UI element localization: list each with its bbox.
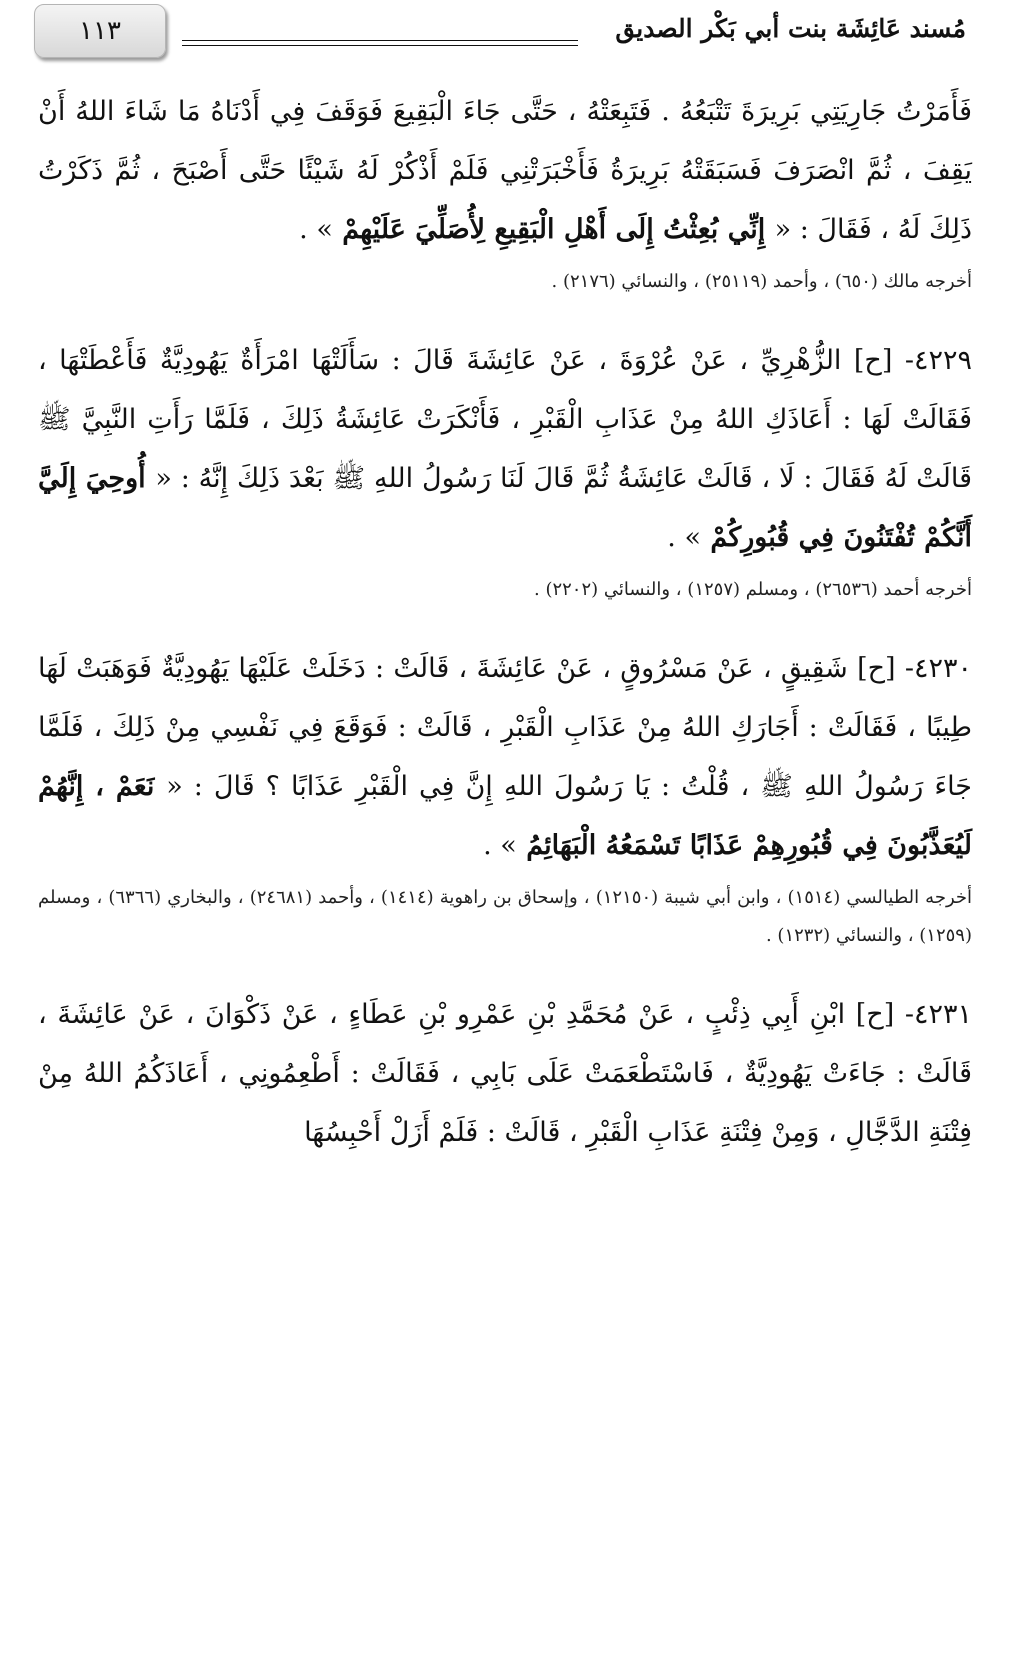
hadith-number: ٤٢٢٩ [913, 345, 972, 376]
running-title: مُسند عَائِشَة بنت أبي بَكْر الصديق [615, 14, 966, 43]
narration-text: - [ح] الزُّهْرِيِّ ، عَنْ عُرْوَةَ ، عَنْ عَائِشَةَ قَالَ : سَأَلَتْهَا امْرَأَةٌ يَهُودِيَّةٌ فَأَعْطَتْهَا ، فَقَالَتْ لَهَا : أَعَاذَكِ اللهُ مِنْ عَذَابِ الْقَبْرِ ، فَأَنْكَرَتْ عَائِشَةُ ذَلِكَ ، فَلَمَّا رَأَتِ النَّبِيَّ ﷺ قَالَتْ لَهُ فَقَالَ : لَا ، قَالَتْ عَائِشَةُ ثُمَّ قَالَ لَنَا رَسُولُ اللهِ ﷺ بَعْدَ ذَلِكَ إِنَّهُ : « [38, 345, 973, 494]
entry-separator [38, 955, 972, 985]
hadith-entry-4229 [38, 331, 972, 567]
prophetic-saying: أُوحِيَ إِلَيَّ أَنَّكُمْ تُفْتَنُونَ فِي قُبُورِكُمْ [38, 463, 972, 553]
entry-separator [38, 301, 972, 331]
takhrij-note: أخرجه مالك (٦٥٠) ، وأحمد (٢٥١١٩) ، والنسائي (٢١٧٦) . [551, 271, 972, 292]
page-header [0, 0, 1010, 70]
narration-text: - [ح] شَقِيقٍ ، عَنْ مَسْرُوقٍ ، عَنْ عَائِشَةَ ، قَالَتْ : دَخَلَتْ عَلَيْهَا يَهُودِيَّةٌ فَوَهَبَتْ لَهَا طِيبًا ، فَقَالَتْ : أَجَارَكِ اللهُ مِنْ عَذَابِ الْقَبْرِ ، قَالَتْ : فَوَقَعَ فِي نَفْسِي مِنْ ذَلِكَ ، فَلَمَّا جَاءَ رَسُولُ اللهِ ﷺ ، قُلْتُ : يَا رَسُولَ اللهِ إِنَّ فِي الْقَبْرِ عَذَابًا ؟ قَالَ : « [38, 653, 972, 802]
hadith-entry-4230 [38, 639, 972, 875]
closing-quote: » . [667, 522, 701, 553]
closing-quote: » . [299, 214, 333, 245]
hadith-number: ٤٢٣١ [913, 999, 972, 1030]
hadith-paragraph-continued [38, 82, 972, 259]
header-rule [182, 40, 578, 46]
entry-separator [38, 609, 972, 639]
page-number-badge [34, 4, 166, 58]
narration-text: فَأَمَرْتُ جَارِيَتِي بَرِيرَةَ تَتْبَعُهُ . فَتَبِعَتْهُ ، حَتَّى جَاءَ الْبَقِيعَ فَوَقَفَ فِي أَدْنَاهُ مَا شَاءَ اللهُ أَنْ يَقِفَ ، ثُمَّ انْصَرَفَ فَسَبَقَتْهُ بَرِيرَةُ فَأَخْبَرَتْنِي فَلَمْ أَذْكُرْ لَهُ شَيْئًا حَتَّى أَصْبَحَ ، ثُمَّ ذَكَرْتُ ذَلِكَ لَهُ ، فَقَالَ : « [38, 96, 972, 245]
page-body [38, 82, 972, 1162]
prophetic-saying: إِنِّي بُعِثْتُ إِلَى أَهْلِ الْبَقِيعِ لِأُصَلِّيَ عَلَيْهِمْ [332, 214, 775, 245]
page-number: ١١٣ [79, 16, 121, 46]
closing-quote: » . [483, 830, 517, 861]
narration-text: - [ح] ابْنِ أَبِي ذِئْبٍ ، عَنْ مُحَمَّدِ بْنِ عَمْرِو بْنِ عَطَاءٍ ، عَنْ ذَكْوَانَ ، عَنْ عَائِشَةَ ، قَالَتْ : جَاءَتْ يَهُودِيَّةٌ ، فَاسْتَطْعَمَتْ عَلَى بَابِي ، فَقَالَتْ : أَطْعِمُونِي ، أَعَاذَكُمُ اللهُ مِنْ فِتْنَةِ الدَّجَّالِ ، وَمِنْ فِتْنَةِ عَذَابِ الْقَبْرِ ، قَالَتْ : فَلَمْ أَزَلْ أَحْبِسُهَا [38, 999, 972, 1148]
hadith-entry-4231 [38, 985, 972, 1162]
takhrij-note: أخرجه الطيالسي (١٥١٤) ، وابن أبي شيبة (١٢١٥٠) ، وإسحاق بن راهوية (١٤١٤) ، وأحمد (٢٤٦٨١) ، والبخاري (٦٣٦٦) ، ومسلم (١٢٥٩) ، والنسائي (١٢٣٢) . [38, 887, 973, 946]
prophetic-saying: نَعَمْ ، إِنَّهُمْ لَيُعَذَّبُونَ فِي قُبُورِهِمْ عَذَابًا تَسْمَعُهُ الْبَهَائِمُ [38, 771, 972, 861]
hadith-number: ٤٢٣٠ [913, 653, 972, 684]
takhrij-note: أخرجه أحمد (٢٦٥٣٦) ، ومسلم (١٢٥٧) ، والنسائي (٢٢٠٢) . [534, 579, 972, 600]
